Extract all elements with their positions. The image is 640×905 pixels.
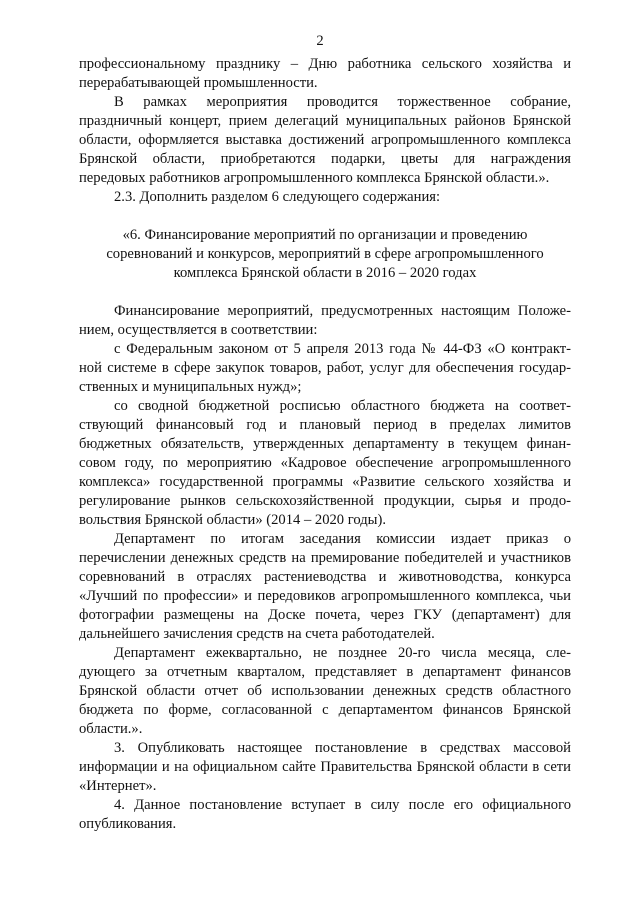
text-line: области, оформляется выставка достижений агропромышленного комплекса xyxy=(79,132,571,148)
text-line: праздничный концерт, прием делегаций муниципальных районов Брянской xyxy=(79,113,571,129)
text-line: области.». xyxy=(79,721,143,737)
text-line: фотографии размещены на Доске почета, через ГКУ (департамент) для xyxy=(79,607,571,623)
text-line: 3. Опубликовать настоящее постановление в средствах массовой xyxy=(114,740,571,756)
text-line: с Федеральным законом от 5 апреля 2013 года № 44-ФЗ «О контракт- xyxy=(114,341,571,357)
text-line: Брянской области отчет об использовании денежных средств областного xyxy=(79,683,571,699)
section-heading-line: соревнований и конкурсов, мероприятий в сфере агропромышленного xyxy=(106,246,544,262)
text-line: 4. Данное постановление вступает в силу после его официального xyxy=(114,797,571,813)
text-line: Департамент по итогам заседания комиссии издает приказ о xyxy=(114,531,571,547)
text-line: соревнований в отраслях растениеводства и животноводства, конкурса xyxy=(79,569,571,585)
text-line: Департамент ежеквартально, не позднее 20-го числа месяца, сле- xyxy=(114,645,571,661)
text-line: ствующий финансовый год и плановый период в пределах лимитов xyxy=(79,417,571,433)
text-line: регулирование рынков сельскохозяйственной продукции, сырья и продо- xyxy=(79,493,571,509)
page-number: 2 xyxy=(316,33,324,49)
text-line: бюджетных обязательств, утвержденных департаменту в текущем финан- xyxy=(79,436,571,452)
text-line: 2.3. Дополнить разделом 6 следующего содержания: xyxy=(114,189,441,205)
text-line: «Лучший по профессии» и передовиков агропромышленного комплекса, чьи xyxy=(79,588,571,604)
text-line: ной системе в сфере закупок товаров, работ, услуг для обеспечения государ- xyxy=(79,360,571,376)
text-line: передовых работников агропромышленного комплекса Брянской области.». xyxy=(79,170,550,186)
text-line: В рамках мероприятия проводится торжественное собрание, xyxy=(114,94,571,110)
text-line: дальнейшего зачисления средств на счета работодателей. xyxy=(79,626,435,642)
text-line: со сводной бюджетной росписью областного бюджета на соответ- xyxy=(114,398,571,414)
text-line: совом году, по мероприятию «Кадровое обеспечение агропромышленного xyxy=(79,455,571,471)
text-line: профессиональному празднику – Дню работника сельского хозяйства и xyxy=(79,56,571,72)
text-line: вольствия Брянской области» (2014 – 2020 годы). xyxy=(79,512,386,528)
text-line: опубликования. xyxy=(79,816,177,832)
text-line: нием, осуществляется в соответствии: xyxy=(79,322,318,338)
text-line: комплекса» государственной программы «Развитие сельского хозяйства и xyxy=(79,474,571,490)
text-line: Брянской области, приобретаются подарки, цветы для награждения xyxy=(79,151,571,167)
text-line: перечислении денежных средств на премирование победителей и участников xyxy=(79,550,571,566)
text-line: «Интернет». xyxy=(79,778,157,794)
text-line: информации и на официальном сайте Правительства Брянской области в сети xyxy=(79,759,571,775)
section-heading-line: комплекса Брянской области в 2016 – 2020 годах xyxy=(173,265,477,281)
text-line: ственных и муниципальных нужд»; xyxy=(79,379,302,395)
text-line: бюджета по форме, согласованной с департаментом финансов Брянской xyxy=(79,702,571,718)
text-line: Финансирование мероприятий, предусмотренных настоящим Положе- xyxy=(114,303,571,319)
text-line: дующего за отчетным кварталом, представляет в департамент финансов xyxy=(79,664,571,680)
text-line: перерабатывающей промышленности. xyxy=(79,75,318,91)
section-heading-line: «6. Финансирование мероприятий по организации и проведению xyxy=(122,227,528,243)
